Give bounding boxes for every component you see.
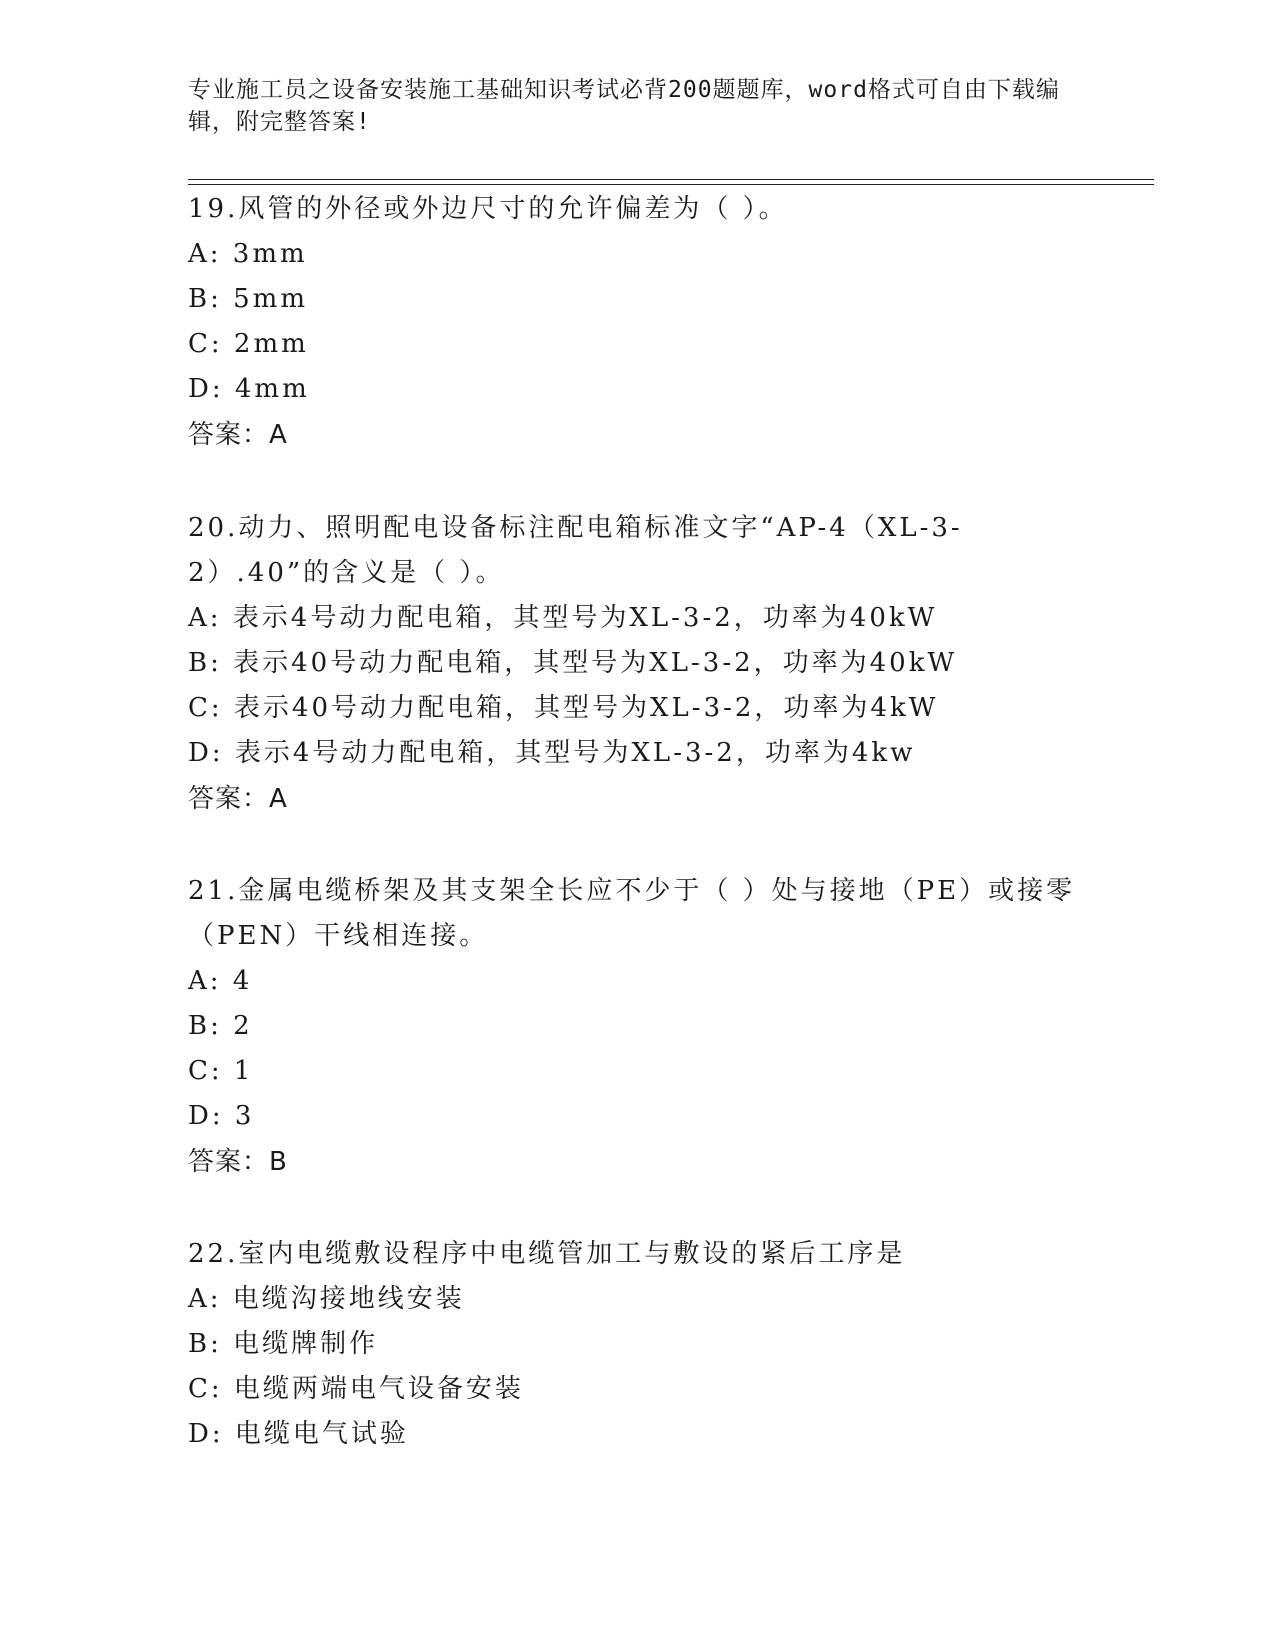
option-c: C: 电缆两端电气设备安装 <box>188 1374 524 1404</box>
document-header: 专业施工员之设备安装施工基础知识考试必背200题题库，word格式可自由下载编辑，附完整答案! <box>188 77 1060 135</box>
question-stem: 22.室内电缆敷设程序中电缆管加工与敷设的紧后工序是 <box>188 1239 906 1269</box>
option-b: B: 电缆牌制作 <box>188 1329 379 1359</box>
option-d: D: 4mm <box>188 374 310 404</box>
option-c: C: 表示40号动力配电箱，其型号为XL-3-2，功率为4kW <box>188 693 939 723</box>
question-stem: 21.金属电缆桥架及其支架全长应不少于（ ）处与接地（PE）或接零（PEN）干线相连接。 <box>188 876 1076 951</box>
option-d: D: 电缆电气试验 <box>188 1419 409 1449</box>
header-divider <box>188 179 1154 185</box>
question-stem: 20.动力、照明配电设备标注配电箱标准文字“AP-4（XL-3-2）.40”的含义是（ ）。 <box>188 513 963 588</box>
answer-line: 答案：A <box>188 784 288 814</box>
option-a: A: 4 <box>188 966 253 996</box>
option-b: B: 5mm <box>188 284 308 314</box>
option-b: B: 2 <box>188 1011 253 1041</box>
option-a: A: 表示4号动力配电箱，其型号为XL-3-2，功率为40kW <box>188 603 938 633</box>
question-19 <box>188 187 1088 458</box>
option-b: B: 表示40号动力配电箱，其型号为XL-3-2，功率为40kW <box>188 648 958 678</box>
answer-line: 答案：B <box>188 1147 288 1177</box>
question-22 <box>188 1232 1088 1457</box>
option-c: C: 2mm <box>188 329 309 359</box>
question-21 <box>188 869 1088 1185</box>
question-20 <box>188 506 1088 822</box>
option-d: D: 表示4号动力配电箱，其型号为XL-3-2，功率为4kw <box>188 738 916 768</box>
option-c: C: 1 <box>188 1056 254 1086</box>
answer-line: 答案：A <box>188 420 288 450</box>
option-a: A: 3mm <box>188 239 308 269</box>
question-stem: 19.风管的外径或外边尺寸的允许偏差为（ ）。 <box>188 194 788 224</box>
option-a: A: 电缆沟接地线安装 <box>188 1284 465 1314</box>
option-d: D: 3 <box>188 1101 255 1131</box>
